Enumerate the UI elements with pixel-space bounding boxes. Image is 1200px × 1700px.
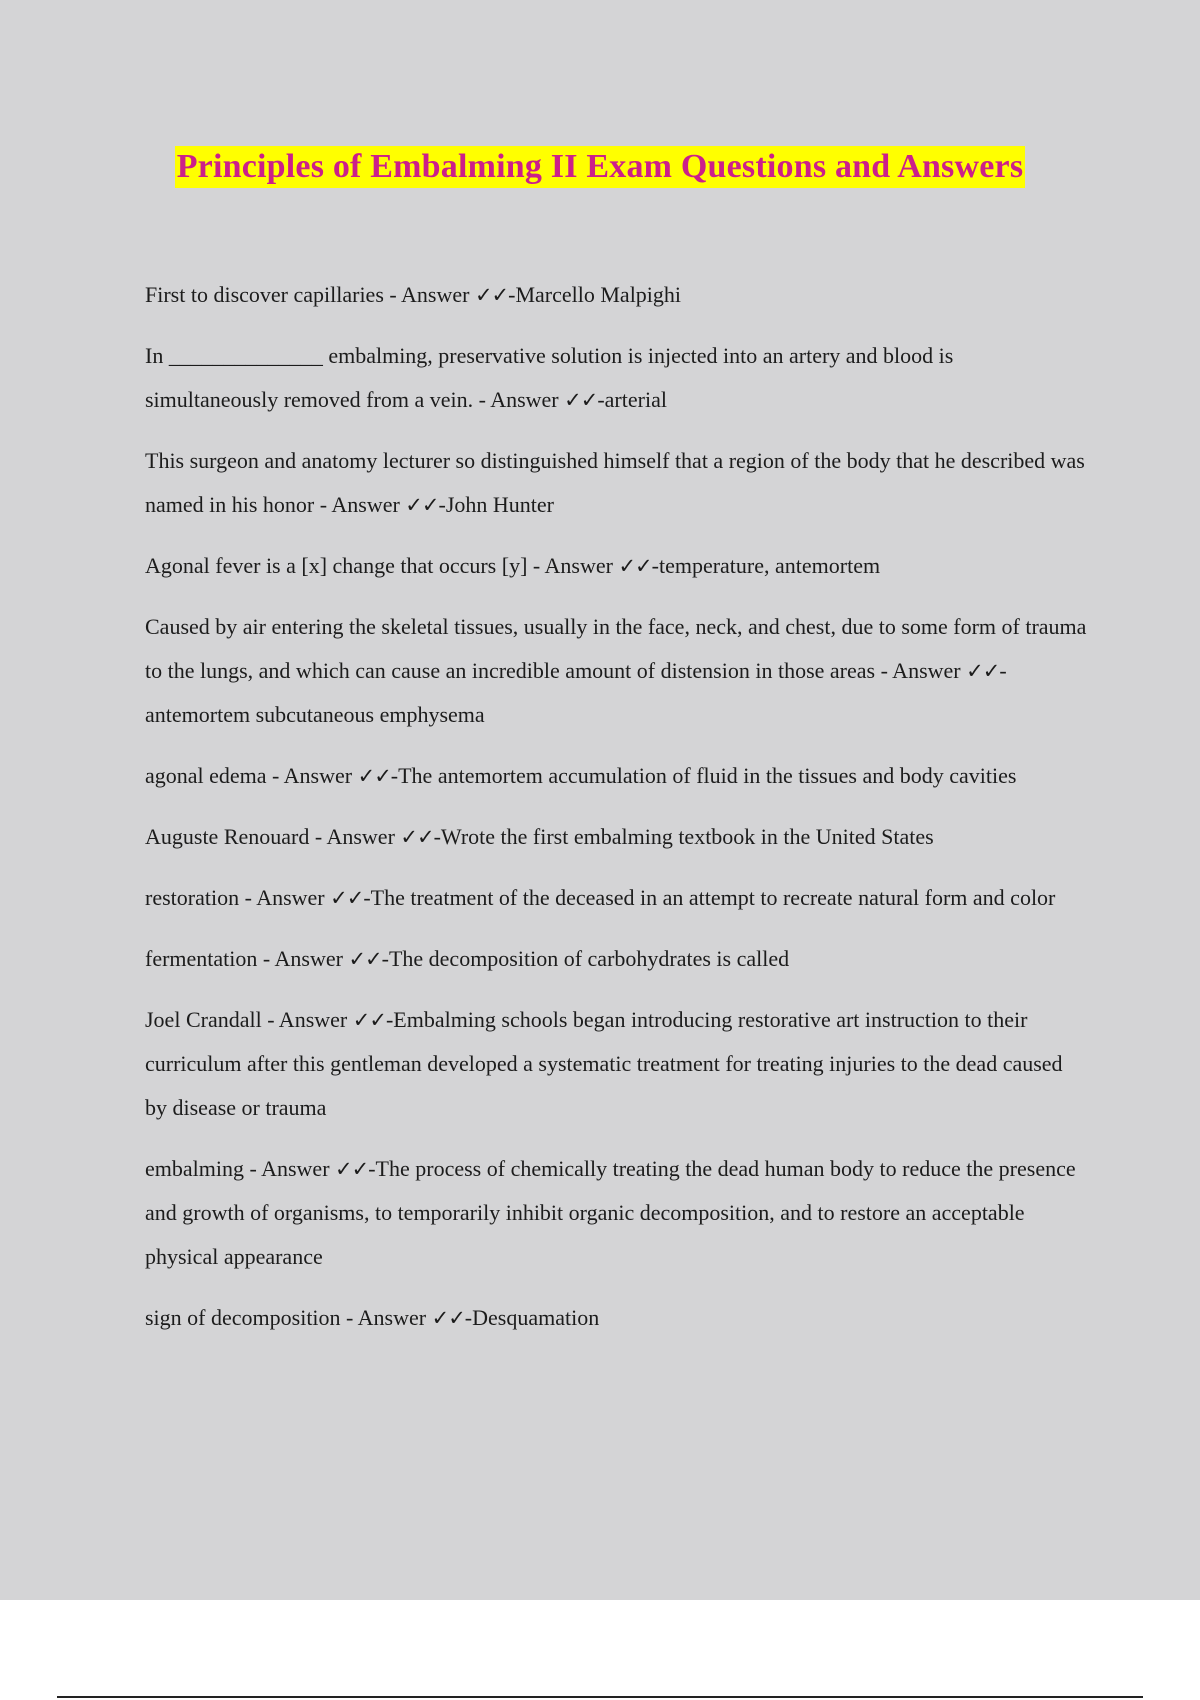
qa-item <box>145 439 1090 527</box>
qa-item <box>145 998 1090 1130</box>
double-check-icon: ✓✓ <box>352 1008 386 1032</box>
answer-text: -The decomposition of carbohydrates is called <box>381 946 790 971</box>
question-text: restoration - Answer <box>145 885 331 910</box>
question-text: In ______________ embalming, preservative solution is injected into an artery and blood is simultaneously removed from a vein. - Answer <box>145 343 954 412</box>
double-check-icon: ✓✓ <box>348 947 382 971</box>
question-text: agonal edema - Answer <box>145 763 358 788</box>
double-check-icon: ✓✓ <box>330 886 364 910</box>
double-check-icon: ✓✓ <box>405 493 439 517</box>
title-container <box>0 146 1200 188</box>
double-check-icon: ✓✓ <box>474 283 509 307</box>
double-check-icon: ✓✓ <box>618 554 652 578</box>
answer-text: -The treatment of the deceased in an attempt to recreate natural form and color <box>363 885 1056 910</box>
question-text: fermentation - Answer <box>145 946 349 971</box>
qa-item <box>145 815 1090 859</box>
question-text: Caused by air entering the skeletal tissues, usually in the face, neck, and chest, due to some form of trauma to the lungs, and which can cause an incredible amount of distension in those areas - Answer <box>145 614 1087 683</box>
qa-item <box>145 334 1090 422</box>
qa-item <box>145 876 1090 920</box>
double-check-icon: ✓✓ <box>564 388 598 412</box>
question-text: Joel Crandall - Answer <box>145 1007 353 1032</box>
qa-item <box>145 273 1090 317</box>
answer-text: -temperature, antemortem <box>651 553 881 578</box>
answer-text: -The process of chemically treating the dead human body to reduce the presence and growth of organisms, to temporarily inhibit organic decomposition, and to restore an acceptable physical appearance <box>145 1156 1076 1269</box>
qa-list <box>145 273 1090 1357</box>
qa-item <box>145 1296 1090 1340</box>
question-text: Auguste Renouard - Answer <box>145 824 401 849</box>
question-text: First to discover capillaries - Answer <box>145 282 475 307</box>
qa-item <box>145 754 1090 798</box>
document-title: Principles of Embalming II Exam Questions and Answers <box>175 146 1026 188</box>
answer-text: -Embalming schools began introducing restorative art instruction to their curriculum after this gentleman developed a systematic treatment for treating injuries to the dead caused by disease or trauma <box>145 1007 1063 1120</box>
answer-text: -The antemortem accumulation of fluid in the tissues and body cavities <box>390 763 1017 788</box>
answer-text: -antemortem subcutaneous emphysema <box>145 658 1007 727</box>
qa-item <box>145 544 1090 588</box>
double-check-icon: ✓✓ <box>357 764 391 788</box>
answer-text: -Wrote the first embalming textbook in the United States <box>433 824 934 849</box>
question-text: embalming - Answer <box>145 1156 336 1181</box>
page-footer <box>0 1600 1200 1700</box>
qa-item <box>145 605 1090 737</box>
answer-text: -Marcello Malpighi <box>508 282 682 307</box>
footer-divider <box>57 1696 1143 1698</box>
qa-item <box>145 937 1090 981</box>
double-check-icon: ✓✓ <box>431 1306 465 1330</box>
double-check-icon: ✓✓ <box>400 825 434 849</box>
double-check-icon: ✓✓ <box>335 1157 369 1181</box>
question-text: sign of decomposition - Answer <box>145 1305 432 1330</box>
question-text: Agonal fever is a [x] change that occurs [y] - Answer <box>145 553 619 578</box>
question-text: This surgeon and anatomy lecturer so distinguished himself that a region of the body that he described was named in his honor - Answer <box>145 448 1085 517</box>
answer-text: -arterial <box>597 387 667 412</box>
answer-text: -Desquamation <box>464 1305 600 1330</box>
qa-item <box>145 1147 1090 1279</box>
double-check-icon: ✓✓ <box>966 659 1000 683</box>
answer-text: -John Hunter <box>438 492 554 517</box>
